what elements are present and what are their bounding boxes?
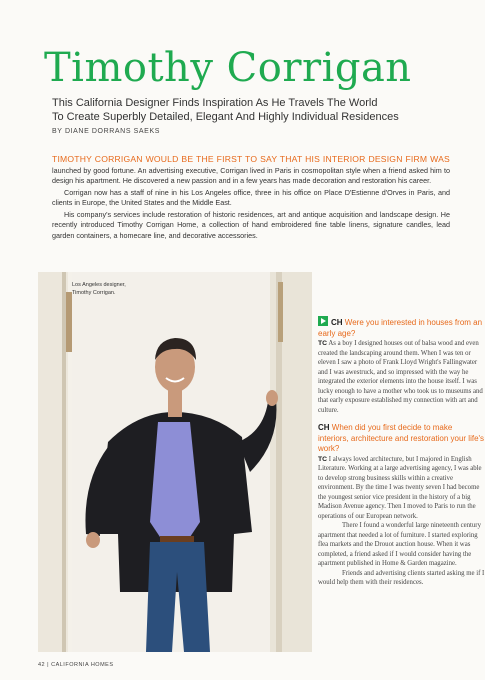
question-2-text: When did you first decide to make interiors, architecture and restoration your life's work? bbox=[318, 423, 485, 453]
answer-2 bbox=[318, 455, 485, 522]
answer-1-text: As a boy I designed houses out of balsa wood and even created the landscaping around them. When I was ten or eleven I saw a photo of Frank Lloyd Wright's Fallingwater and I was awestruck, and so impressed with the way he integrated the exterior elements into the house itself. I was lucky enough to have a mother who took us to museums and that early exposure established my connection with art and culture. bbox=[318, 340, 483, 414]
designer-photo-illustration bbox=[38, 272, 312, 652]
question-1-tag: CH bbox=[331, 318, 343, 327]
answer-1-tag: TC bbox=[318, 340, 328, 347]
subtitle-line-1: This California Designer Finds Inspiration As He Travels The World bbox=[52, 97, 378, 109]
lead-text: launched by good fortune. An advertising executive, Corrigan lived in Paris in cosmopolitan style when a friend asked him to design his apartment. He discovered a new passion and in a few years has made decoration and restoration his career. bbox=[52, 165, 450, 185]
question-1-text: Were you interested in houses from an early age? bbox=[318, 318, 483, 338]
subtitle-line-2: To Create Superbly Detailed, Elegant And Highly Individual Residences bbox=[52, 111, 399, 123]
interview-column bbox=[318, 316, 485, 588]
article-title: Timothy Corrigan bbox=[44, 45, 412, 91]
photo-caption bbox=[72, 282, 162, 297]
paragraph-3: His company's services include restoration of historic residences, art and antique acquisition and landscape design. He recently introduced Timothy Corrigan Home, a collection of hand embroidered fine table linens, signature candles, lead garden containers, a homecare line, and decorative accessories. bbox=[52, 209, 450, 240]
answer-2-paragraph-2: There I found a wonderful large nineteenth century apartment that needed a lot of furniture. I started exploring flea markets and the Drouot auction house. When it was completed, a friend asked if I would consider having the apartment published in Home & Garden magazine. bbox=[318, 522, 481, 567]
caption-line-1: Los Angeles designer, bbox=[72, 282, 126, 288]
lead-section bbox=[52, 154, 450, 241]
caption-line-2: Timothy Corrigan. bbox=[72, 289, 116, 296]
paragraph-2: Corrigan now has a staff of nine in his Los Angeles office, three in his office on Place D'Estienne d'Orves in Paris, and clients in Europe, the United States and the Middle East. bbox=[52, 187, 450, 207]
lead-paragraph bbox=[52, 154, 450, 187]
answer-2-text: I always loved architecture, but I majored in English Literature. Working at a large advertising agency, I was able to develop strong business skills within a creative environment. By the time I was twenty seven I had become the youngest senior vice president in the history of a big Madison Avenue agency. Then I moved to Paris to run the operations of our European network. bbox=[318, 455, 482, 520]
question-2-tag: CH bbox=[318, 423, 330, 432]
answer-2-paragraph-3: Friends and advertising clients started asking me if I would help them with their residences. bbox=[318, 569, 485, 586]
answer-2-tag: TC bbox=[318, 455, 328, 463]
lead-caps: TIMOTHY CORRIGAN WOULD BE THE FIRST TO SAY THAT HIS INTERIOR DESIGN FIRM WAS bbox=[52, 154, 450, 164]
question-2 bbox=[318, 423, 485, 455]
question-1 bbox=[318, 316, 485, 339]
designer-photo bbox=[38, 272, 312, 652]
play-arrow-icon bbox=[318, 316, 328, 326]
article-subtitle bbox=[52, 96, 472, 124]
byline: BY DIANE DORRANS SAEKS bbox=[52, 128, 160, 135]
page-footer: 42 | CALIFORNIA HOMES bbox=[38, 662, 114, 668]
answer-1 bbox=[318, 339, 485, 415]
